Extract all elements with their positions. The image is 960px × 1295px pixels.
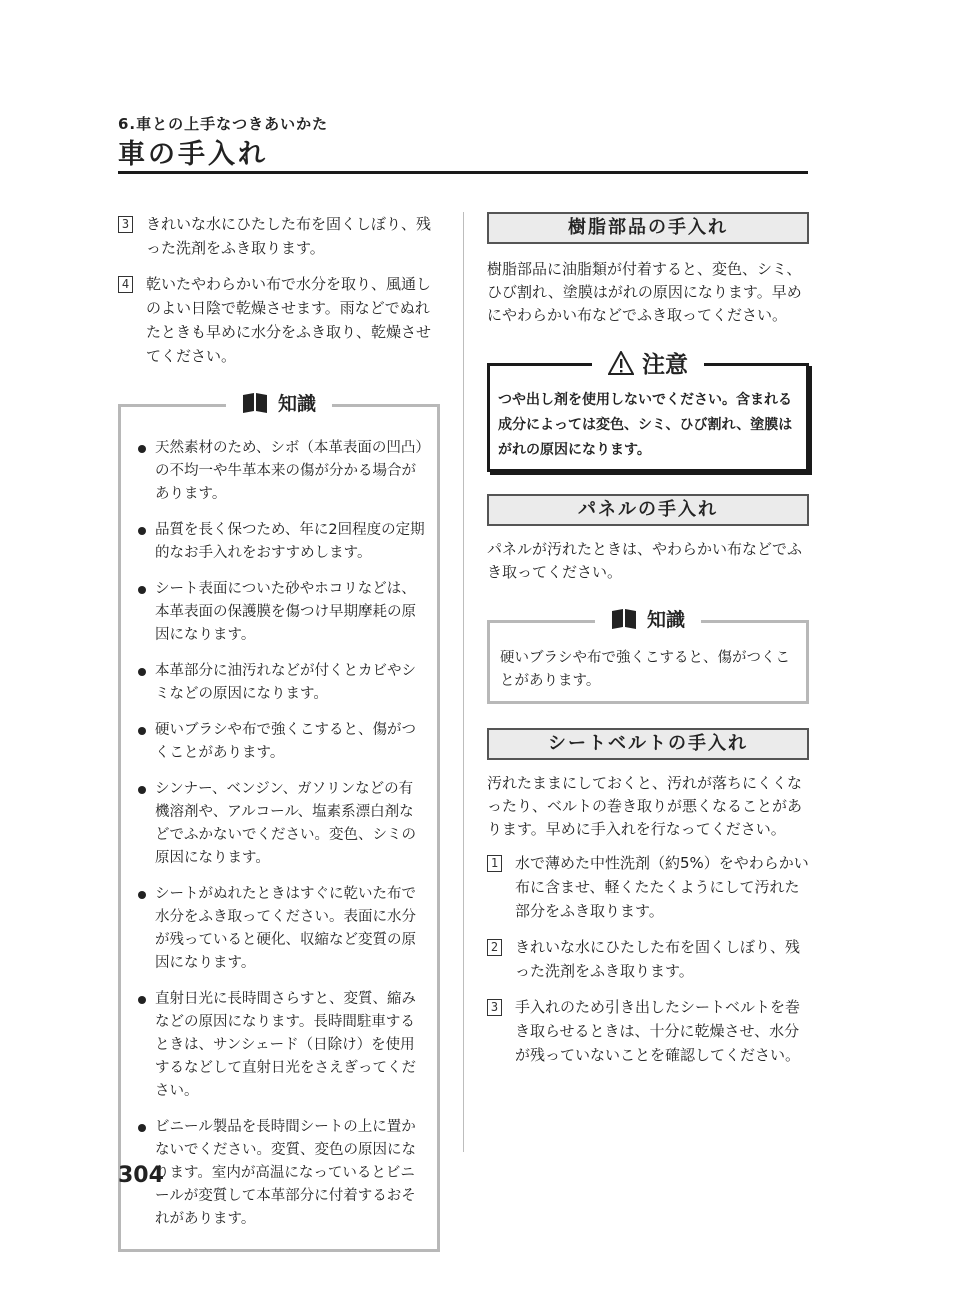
step-text: きれいな水にひたした布を固くしぼり、残った洗剤をふき取ります。 xyxy=(146,215,432,257)
list-item: シートがぬれたときはすぐに乾いた布で水分をふき取ってください。表面に水分が残っていると硬化、収縮など変質の原因になります。 xyxy=(131,883,427,975)
panel-text: パネルが汚れたときは、やわらかい布などでふき取ってください。 xyxy=(487,540,803,581)
caution-label: 注意 xyxy=(642,352,688,378)
caution-header xyxy=(592,346,704,379)
book-icon xyxy=(611,608,637,630)
tips-box xyxy=(118,393,440,1252)
panel-tips-text: 硬いブラシや布で強くこすると、傷がつくことがあります。 xyxy=(500,650,790,689)
step-number: 3 xyxy=(118,216,133,233)
step-number: 3 xyxy=(487,999,502,1016)
step-number: 2 xyxy=(487,939,502,956)
step-text: 乾いたやわらかい布で水分を取り、風通しのよい日陰で乾燥させます。雨などでぬれたときも早めに水分をふき取り、乾燥させてください。 xyxy=(146,275,432,365)
left-column xyxy=(118,212,440,1252)
page-number: 304 xyxy=(118,1163,164,1188)
list-item: ビニール製品を長時間シートの上に置かないでください。変質、変色の原因になります。室内が高温になっているとビニールが変質して本革部分に付着するおそれがあります。 xyxy=(131,1116,427,1231)
panel-tips-box xyxy=(487,609,809,704)
warning-icon xyxy=(608,351,634,375)
section-heading-resin: 樹脂部品の手入れ xyxy=(487,212,809,244)
list-item: 品質を長く保つため、年に2回程度の定期的なお手入れをおすすめします。 xyxy=(131,519,427,565)
list-item: シート表面についた砂やホコリなどは、本革表面の保護膜を傷つけ早期摩耗の原因になります。 xyxy=(131,578,427,647)
page-title: 車の手入れ xyxy=(118,139,268,170)
tips-label: 知識 xyxy=(646,609,686,631)
tips-header xyxy=(226,389,332,416)
step-item xyxy=(118,212,440,260)
section-heading-panel: パネルの手入れ xyxy=(487,494,809,526)
step-item xyxy=(487,995,809,1067)
resin-text: 樹脂部品に油脂類が付着すると、変色、シミ、ひび割れ、塗膜はがれの原因になります。早めにやわらかい布などでふき取ってください。 xyxy=(487,260,802,324)
caution-box xyxy=(487,352,809,472)
belt-text: 汚れたままにしておくと、汚れが落ちにくくなったり、ベルトの巻き取りが悪くなることがあります。早めに手入れを行なってください。 xyxy=(487,774,803,838)
chapter-subtitle: 6.車との上手なつきあいかた xyxy=(118,115,329,133)
step-number: 1 xyxy=(487,855,502,872)
caution-text: つや出し剤を使用しないでください。含まれる成分によっては変色、シミ、ひび割れ、塗膜はがれの原因になります。 xyxy=(498,392,793,458)
list-item: 硬いブラシや布で強くこすると、傷がつくことがあります。 xyxy=(131,719,427,765)
list-item: シンナー、ベンジン、ガソリンなどの有機溶剤や、アルコール、塩素系漂白剤などでふかないでください。変色、シミの原因になります。 xyxy=(131,778,427,870)
step-text: 手入れのため引き出したシートベルトを巻き取らせるときは、十分に乾燥させ、水分が残っていないことを確認してください。 xyxy=(515,998,801,1064)
list-item: 直射日光に長時間さらすと、変質、縮みなどの原因になります。長時間駐車するときは、サンシェード（日除け）を使用するなどして直射日光をさえぎってください。 xyxy=(131,988,427,1103)
step-item xyxy=(118,272,440,368)
book-icon xyxy=(242,392,268,414)
section-heading-belt: シートベルトの手入れ xyxy=(487,728,809,760)
tips-header xyxy=(595,605,701,632)
step-item xyxy=(487,935,809,983)
tips-label: 知識 xyxy=(277,393,317,415)
step-text: 水で薄めた中性洗剤（約5%）をやわらかい布に含ませ、軽くたたくようにして汚れた部分をふき取ります。 xyxy=(515,854,809,920)
step-number: 4 xyxy=(118,276,133,293)
right-column xyxy=(487,212,809,1079)
title-rule xyxy=(118,171,808,174)
step-text: きれいな水にひたした布を固くしぼり、残った洗剤をふき取ります。 xyxy=(515,938,801,980)
column-divider xyxy=(463,212,464,1152)
list-item: 本革部分に油汚れなどが付くとカビやシミなどの原因になります。 xyxy=(131,660,427,706)
step-item xyxy=(487,851,809,923)
list-item: 天然素材のため、シボ（本革表面の凹凸）の不均一や牛革本来の傷が分かる場合があります。 xyxy=(131,437,427,506)
